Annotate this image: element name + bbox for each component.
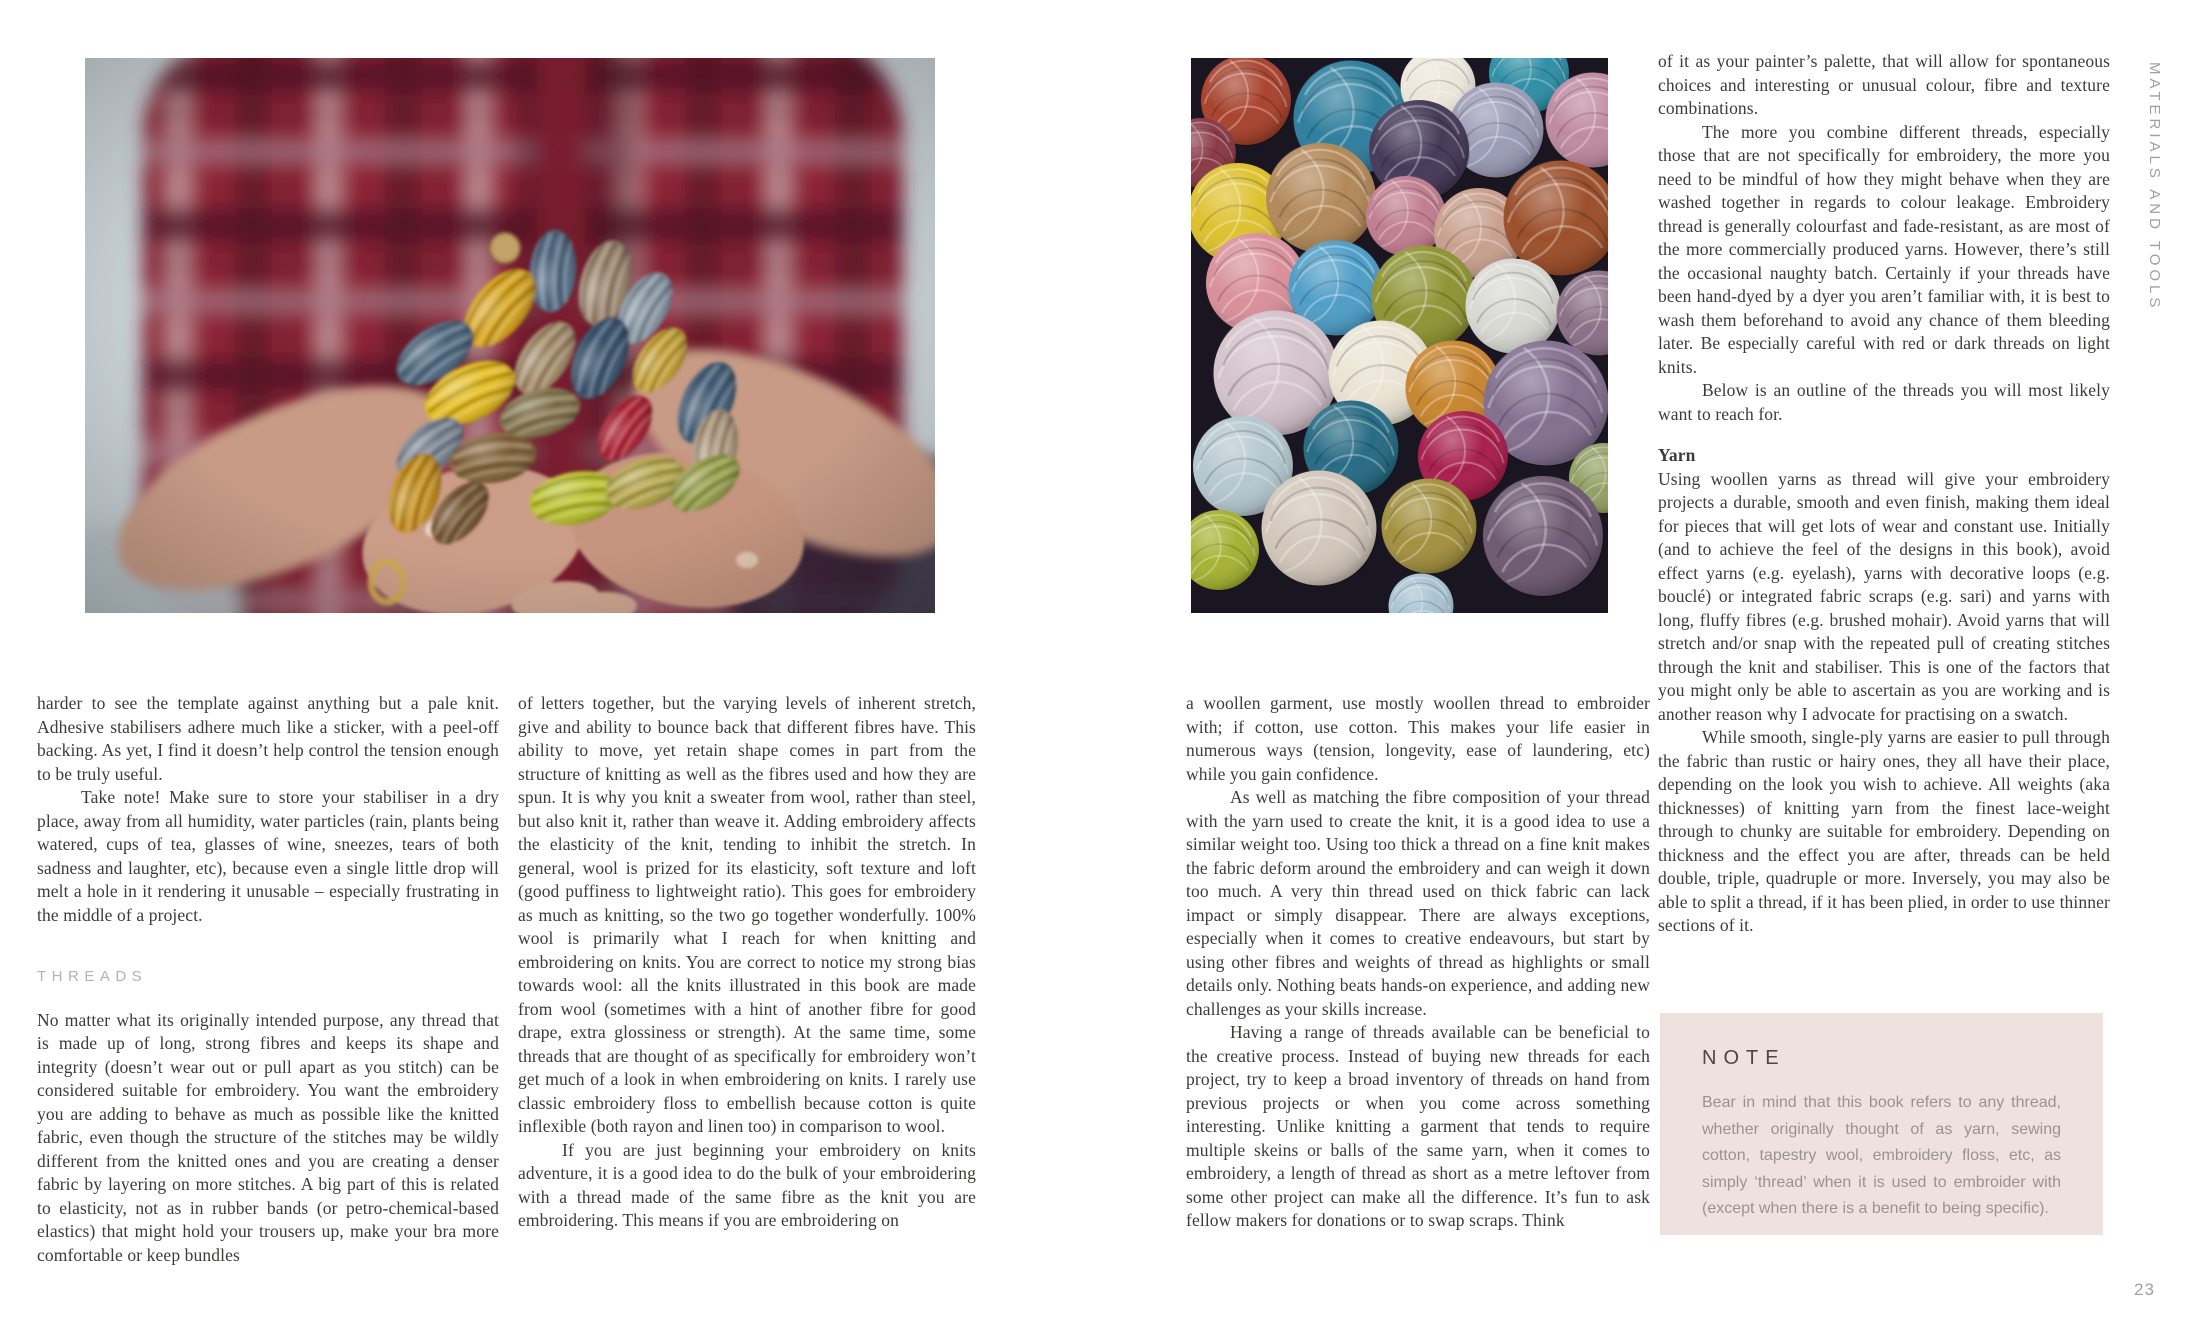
body-paragraph: of letters together, but the varying levels of inherent stretch, give and ability to bounce back that different fibres have. This ability to move, yet retain shape comes in part from the structure of knitting as well as the fibres used and how they are spun. It is why you knit a sweater from wool, rather than steel, but also knit it, rather than weave it. Adding embroidery affects the elasticity of the knit, tending to inhibit the stretch. In general, wool is prized for its elasticity, soft texture and loft (good puffiness to lightweight ratio). This goes for embroidery as much as knitting, so the two go together wonderfully. 100% wool is primarily what I reach for when knitting and embroidering on knits. You are correct to notice my strong bias towards wool: all the knits illustrated in this book are made from wool (sometimes with a hint of another fibre for good drape, extra glossiness or strength). At the same time, some threads that are thought of as specifically for embroidery won’t get much of a look in when embroidering on knits. I rarely use classic embroidery floss to embellish because cotton is quite inflexible (both rayon and linen too) in comparison to wool. xyxy=(518,693,976,1136)
left-page-column-2 xyxy=(518,692,976,1233)
left-page-column-1 xyxy=(37,692,499,1267)
photo-hands-holding-mini-skeins xyxy=(85,58,935,613)
right-page-column-1 xyxy=(1186,692,1650,1233)
right-page-column-2 xyxy=(1658,50,2110,938)
body-paragraph: of it as your painter’s palette, that will allow for spontaneous choices and interesting or unusual colour, fibre and texture combinations. xyxy=(1658,51,2110,118)
photo-yarn-balls xyxy=(1191,58,1608,613)
note-box xyxy=(1660,1013,2103,1235)
body-paragraph: harder to see the template against anything but a pale knit. Adhesive stabilisers adhere much like a sticker, with a peel-off backing. As yet, I find it doesn’t help control the tension enough to be truly useful. xyxy=(37,693,499,784)
body-paragraph: Take note! Make sure to store your stabiliser in a dry place, away from all humidity, water particles (rain, plants being watered, cups of tea, glasses of wine, sneezes, tears of both sadness and laughter, etc), because even a single little drop will melt a hole in it rendering it unusable – especially frustrating in the middle of a project. xyxy=(37,787,499,925)
body-paragraph: Using woollen yarns as thread will give your embroidery projects a durable, smooth and even finish, making them ideal for pieces that will get lots of wear and constant use. Initially (and to achieve the feel of the designs in this book), avoid effect yarns (e.g. eyelash), yarns with decorative loops (e.g. bouclé) or integrated fabric scraps (e.g. sari) and yarns with long, fluffy fibres (e.g. brushed mohair). Avoid yarns that will stretch and/or snap with the repeated pull of creating stitches through the knit and stabiliser. This is one of the factors that you might only be able to ascertain as you are working and is another reason why I advocate for practising on a swatch. xyxy=(1658,468,2110,724)
chapter-sidebar-label: MATERIALS AND TOOLS xyxy=(2146,62,2163,312)
body-paragraph: No matter what its originally intended purpose, any thread that is made up of long, strong fibres and keeps its shape and integrity (doesn’t wear out or pull apart as you stitch) can be considered suitable for embroidery. You want the embroidery you are adding to behave as much as possible like the knitted fabric, even though the structure of the stitches may be wildly different from the knitted ones and you are creating a denser fabric by layering on more stitches. A big part of this is related to elasticity, not as in rubber bands (or petro-chemical-based elastics) that might hold your trousers up, make your bra more comfortable or keep bundles xyxy=(37,1009,499,1265)
body-paragraph: a woollen garment, use mostly woollen thread to embroider with; if cotton, use cotton. This makes your life easier in numerous ways (tension, longevity, ease of laundering, etc) while you gain confidence. xyxy=(1186,693,1650,784)
body-paragraph: While smooth, single-ply yarns are easier to pull through the fabric than rustic or hairy ones, they all have their place, depending on the look you wish to achieve. All weights (aka thicknesses) of knitting yarn from the finest lace-weight through to chunky are suitable for embroidery. Depending on thickness and the effect you are after, threads can be held double, triple, quadruple or more. Inversely, you may also be able to split a thread, if it has been plied, in order to use thinner sections of it. xyxy=(1658,727,2110,935)
body-paragraph: Below is an outline of the threads you will most likely want to reach for. xyxy=(1658,380,2110,424)
body-paragraph: As well as matching the fibre composition of your thread with the yarn used to create the knit, it is a good idea to use a similar weight too. Using too thick a thread on a fine knit makes the fabric deform around the embroidery and can weigh it down too much. A very thin thread used on thick fabric can lack impact or simply disappear. There are always exceptions, especially when it comes to creative endeavours, but start by using other fibres and weights of thread as highlights or small details only. Nothing beats hands-on experience, and adding new challenges as your skills increase. xyxy=(1186,787,1650,1019)
threads-section-heading: THREADS xyxy=(37,968,148,985)
page-number: 23 xyxy=(2134,1280,2155,1299)
body-paragraph: The more you combine different threads, especially those that are not specifically for embroidery, the more you need to be mindful of how they might behave when they are washed together in regards to colour leakage. Embroidery thread is generally colourfast and fade-resistant, as are most of the more commercially produced yarns. However, there’s still the occasional naughty batch. Certainly if your threads have been hand-dyed by a dyer you aren’t familiar with, it is best to wash them beforehand to avoid any chance of them bleeding later. Be especially careful with red or dark threads on light knits. xyxy=(1658,121,2110,377)
note-body: Bear in mind that this book refers to any thread, whether originally thought of as yarn, sewing cotton, tapestry wool, embroidery floss, etc, as simply ‘thread’ when it is used to embroider with (except when there is a benefit to being specific). xyxy=(1702,1094,2061,1217)
note-heading: NOTE xyxy=(1702,1047,1786,1069)
body-paragraph: Having a range of threads available can be beneficial to the creative process. Instead of buying new threads for each project, try to keep a broad inventory of threads on hand from previous projects or when you come across something interesting. Unlike knitting a garment that tends to require multiple skeins or balls of the same yarn, when it comes to embroidery, a length of thread as short as a metre leftover from some other project can make all the difference. It’s fun to ask fellow makers for donations or to swap scraps. Think xyxy=(1186,1022,1650,1230)
body-paragraph: If you are just beginning your embroidery on knits adventure, it is a good idea to do the bulk of your embroidering with a thread made of the same fibre as the knit you are embroidering. This means if you are embroidering on xyxy=(518,1139,976,1230)
yarn-subheading: Yarn xyxy=(1658,445,1696,465)
